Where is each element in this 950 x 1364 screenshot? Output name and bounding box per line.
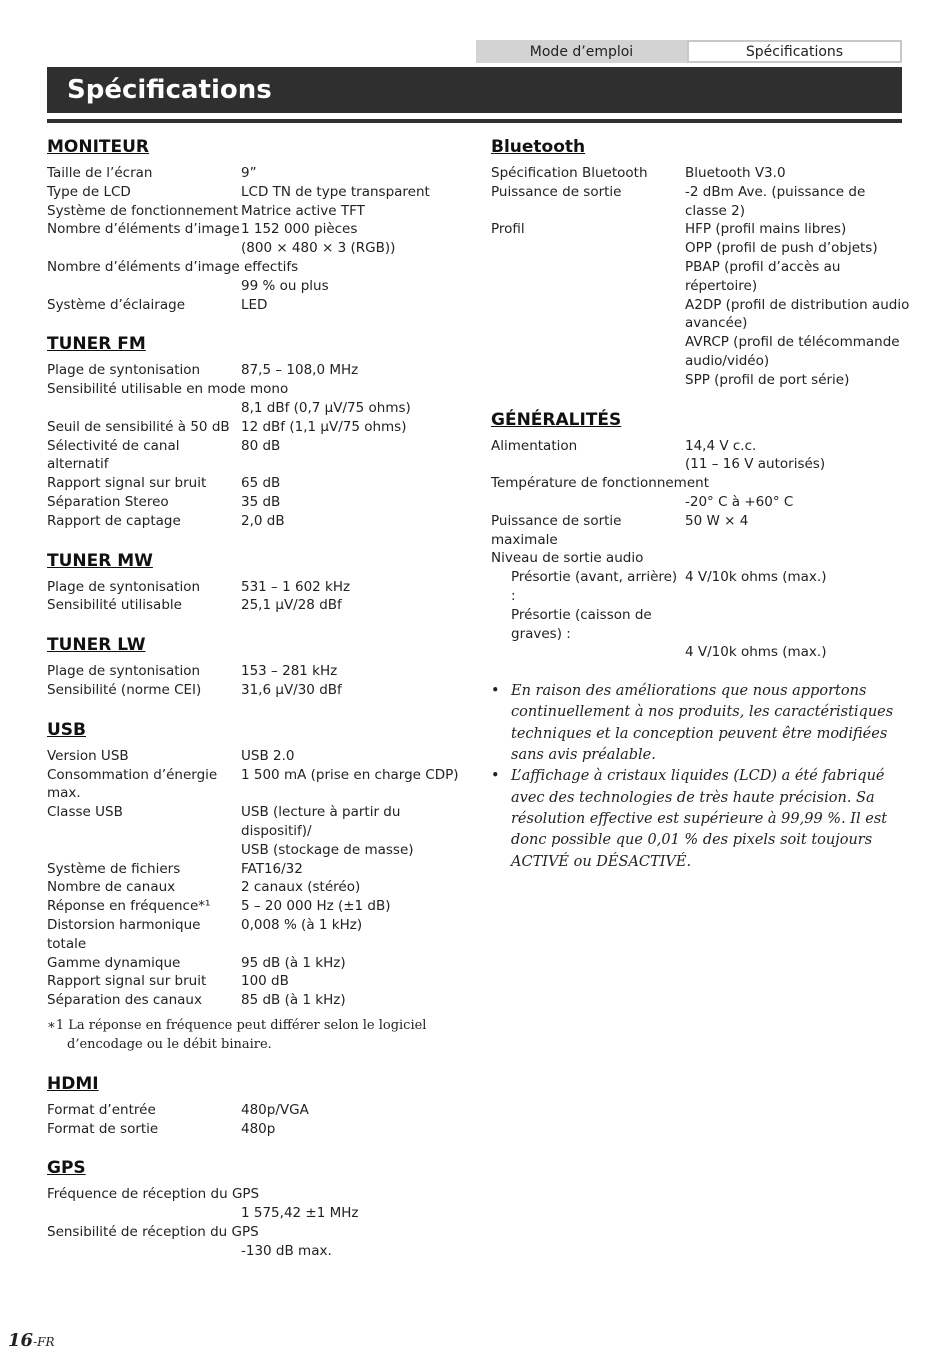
spec-label: Alimentation bbox=[491, 437, 578, 454]
spec-label bbox=[491, 493, 685, 512]
spec-value: 25,1 μV/28 dBf bbox=[241, 597, 342, 614]
section-usb bbox=[47, 719, 467, 1054]
spec-row bbox=[47, 596, 467, 615]
spec-label: Sélectivité de canal alternatif bbox=[47, 437, 180, 473]
spec-value: -20° C à +60° C bbox=[685, 493, 794, 510]
spec-label: Sensibilité utilisable en mode mono bbox=[47, 381, 289, 398]
spec-row bbox=[47, 841, 467, 860]
spec-value: 4 V/10k ohms (max.) bbox=[685, 569, 827, 586]
spec-value: USB 2.0 bbox=[241, 747, 295, 764]
spec-value: 1 152 000 pièces bbox=[241, 221, 358, 238]
spec-label: Profil bbox=[491, 221, 525, 238]
spec-row bbox=[47, 1185, 467, 1204]
spec-row bbox=[491, 493, 911, 512]
notes-list bbox=[491, 681, 911, 873]
spec-value bbox=[643, 549, 911, 568]
spec-value: 5 – 20 000 Hz (±1 dB) bbox=[241, 898, 391, 915]
right-column bbox=[491, 136, 911, 873]
spec-row bbox=[47, 183, 467, 202]
spec-label: Plage de syntonisation bbox=[47, 578, 201, 595]
spec-label: Taille de l’écran bbox=[47, 165, 153, 181]
spec-label: Niveau de sortie audio bbox=[491, 550, 644, 567]
spec-value: AVRCP (profil de télécommande bbox=[685, 334, 900, 351]
spec-row bbox=[47, 164, 467, 183]
spec-row bbox=[47, 1120, 467, 1139]
spec-label: Rapport de captage bbox=[47, 512, 181, 529]
header-tabs bbox=[476, 40, 902, 63]
tab-specifications: Spécifications bbox=[687, 40, 902, 63]
spec-value bbox=[709, 474, 911, 493]
spec-row bbox=[491, 258, 911, 296]
spec-value: 4 V/10k ohms (max.) bbox=[685, 644, 827, 661]
spec-label bbox=[491, 333, 685, 352]
spec-value: SPP (profil de port série) bbox=[685, 371, 850, 388]
spec-label: Classe USB bbox=[47, 804, 123, 821]
spec-row bbox=[47, 1223, 467, 1242]
page-title: Spécifications bbox=[67, 75, 272, 105]
spec-row bbox=[491, 183, 911, 221]
spec-row bbox=[491, 606, 911, 644]
spec-label: Nombre d’éléments d’image bbox=[47, 221, 240, 238]
spec-row bbox=[47, 1204, 467, 1223]
spec-value: 1 575,42 ±1 MHz bbox=[241, 1205, 359, 1222]
section-bluetooth bbox=[491, 136, 911, 390]
spec-label: Température de fonctionnement bbox=[491, 475, 709, 492]
spec-value: audio/vidéo) bbox=[685, 352, 770, 369]
spec-label: Spécification Bluetooth bbox=[491, 165, 648, 181]
spec-label: Séparation Stereo bbox=[47, 493, 169, 510]
spec-row bbox=[491, 314, 911, 333]
spec-label bbox=[47, 277, 241, 296]
spec-label bbox=[491, 352, 685, 371]
spec-value: USB (lecture à partir du dispositif)/ bbox=[241, 804, 401, 839]
spec-row bbox=[47, 361, 467, 380]
spec-value: 480p bbox=[241, 1120, 276, 1137]
spec-row bbox=[47, 662, 467, 681]
spec-value: A2DP (profil de distribution audio bbox=[685, 296, 910, 313]
spec-row bbox=[47, 220, 467, 239]
spec-label: Réponse en fréquence*¹ bbox=[47, 898, 211, 915]
section-gps bbox=[47, 1157, 467, 1260]
bullet-icon: • bbox=[491, 683, 500, 700]
spec-row bbox=[491, 643, 911, 662]
spec-row bbox=[47, 803, 467, 841]
spec-value: PBAP (profil d’accès au répertoire) bbox=[685, 258, 841, 294]
spec-row bbox=[47, 512, 467, 531]
spec-value: 99 % ou plus bbox=[241, 277, 329, 294]
section-tuner-lw bbox=[47, 634, 467, 700]
section-heading: GÉNÉRALITÉS bbox=[491, 409, 622, 430]
spec-value: 2,0 dB bbox=[241, 512, 285, 529]
spec-label: Sensibilité (norme CEI) bbox=[47, 681, 202, 698]
spec-row bbox=[491, 164, 911, 183]
spec-row bbox=[47, 681, 467, 700]
spec-value: 0,008 % (à 1 kHz) bbox=[241, 916, 363, 933]
spec-label: Fréquence de réception du GPS bbox=[47, 1186, 260, 1203]
footnote: ∗1 La réponse en fréquence peut différer selon le logiciel d’encodage ou le débit binaire. bbox=[47, 1017, 427, 1052]
spec-value: 31,6 μV/30 dBf bbox=[241, 681, 342, 698]
spec-value: OPP (profil de push d’objets) bbox=[685, 240, 878, 257]
section-heading: Bluetooth bbox=[491, 137, 586, 157]
note-text: L’affichage à cristaux liquides (LCD) a été fabriqué avec des technologies de très haute précision. Sa résolution effective est supérieure à 99,99 %. Il est donc possible que 0,01 % des pixels soit toujours ACTIVÉ ou DÉSACTIVÉ. bbox=[511, 768, 888, 870]
section-heading: GPS bbox=[47, 1158, 86, 1179]
spec-row bbox=[47, 897, 467, 916]
spec-label bbox=[491, 296, 685, 315]
spec-row bbox=[47, 991, 467, 1010]
spec-value: (11 – 16 V autorisés) bbox=[685, 456, 826, 473]
spec-row bbox=[491, 512, 911, 550]
spec-label: Nombre d’éléments d’image effectifs bbox=[47, 258, 299, 275]
spec-value: HFP (profil mains libres) bbox=[685, 221, 847, 238]
page-number-suffix: -FR bbox=[33, 1335, 55, 1349]
spec-label bbox=[491, 371, 685, 390]
spec-label: Présortie (caisson de graves) : bbox=[511, 606, 652, 642]
section-heading: TUNER LW bbox=[47, 635, 146, 656]
spec-row bbox=[491, 371, 911, 390]
spec-value: Matrice active TFT bbox=[241, 202, 365, 219]
spec-label: Distorsion harmonique totale bbox=[47, 916, 201, 952]
spec-value: avancée) bbox=[685, 315, 748, 332]
spec-value: 65 dB bbox=[241, 475, 281, 492]
spec-row bbox=[47, 493, 467, 512]
spec-label: Format d’entrée bbox=[47, 1101, 156, 1118]
spec-value bbox=[259, 1223, 467, 1242]
note-text: En raison des améliorations que nous apportons continuellement à nos produits, les caractéristiques techniques et la conception peuvent être modifiées sans avis préalable. bbox=[511, 683, 894, 764]
section-hdmi bbox=[47, 1073, 467, 1139]
spec-value: 480p/VGA bbox=[241, 1101, 309, 1118]
spec-label bbox=[47, 841, 241, 860]
bullet-icon: • bbox=[491, 768, 500, 785]
spec-row bbox=[47, 972, 467, 991]
spec-value: 1 500 mA (prise en charge CDP) bbox=[241, 766, 459, 783]
spec-label: Rapport signal sur bruit bbox=[47, 973, 207, 990]
spec-row bbox=[47, 747, 467, 766]
spec-label bbox=[491, 314, 685, 333]
spec-value bbox=[298, 258, 467, 277]
section-heading: MONITEUR bbox=[47, 137, 150, 157]
spec-label: Puissance de sortie maximale bbox=[491, 512, 622, 548]
section-heading: USB bbox=[47, 719, 87, 740]
spec-row bbox=[47, 474, 467, 493]
spec-label: Consommation d’énergie max. bbox=[47, 766, 218, 802]
spec-value: (800 × 480 × 3 (RGB)) bbox=[241, 240, 396, 257]
spec-label bbox=[47, 1204, 241, 1223]
section-tuner-mw bbox=[47, 550, 467, 616]
note-item bbox=[491, 766, 911, 872]
spec-value: 35 dB bbox=[241, 493, 281, 510]
spec-row bbox=[47, 1242, 467, 1261]
spec-value: -2 dBm Ave. (puissance de classe 2) bbox=[685, 183, 866, 219]
spec-label: Système de fonctionnement bbox=[47, 202, 239, 219]
spec-value: 100 dB bbox=[241, 973, 289, 990]
spec-label: Système de fichiers bbox=[47, 860, 181, 877]
spec-row bbox=[491, 437, 911, 456]
spec-row bbox=[491, 352, 911, 371]
spec-label: Format de sortie bbox=[47, 1120, 159, 1137]
section-moniteur bbox=[47, 136, 467, 314]
spec-value: LCD TN de type transparent bbox=[241, 183, 430, 200]
spec-row bbox=[47, 418, 467, 437]
spec-label: Présortie (avant, arrière) : bbox=[511, 569, 678, 604]
spec-row bbox=[47, 258, 467, 277]
spec-row bbox=[47, 277, 467, 296]
spec-value: Bluetooth V3.0 bbox=[685, 165, 786, 181]
spec-label bbox=[491, 643, 685, 662]
spec-value bbox=[685, 606, 911, 644]
spec-value: 153 – 281 kHz bbox=[241, 663, 338, 680]
spec-row bbox=[491, 474, 911, 493]
spec-label bbox=[491, 258, 685, 296]
spec-value: 2 canaux (stéréo) bbox=[241, 879, 361, 896]
spec-row bbox=[47, 239, 467, 258]
spec-label: Sensibilité utilisable bbox=[47, 597, 182, 614]
spec-row bbox=[47, 202, 467, 221]
spec-row bbox=[47, 296, 467, 315]
spec-value bbox=[259, 1185, 467, 1204]
spec-label bbox=[47, 239, 241, 258]
spec-label: Gamme dynamique bbox=[47, 954, 181, 971]
page-number bbox=[8, 1330, 54, 1351]
left-column bbox=[47, 136, 467, 1280]
spec-row bbox=[491, 549, 911, 568]
spec-label bbox=[47, 1242, 241, 1261]
spec-label: Séparation des canaux bbox=[47, 992, 202, 1009]
spec-value: 87,5 – 108,0 MHz bbox=[241, 362, 359, 379]
spec-label bbox=[491, 455, 685, 474]
spec-value: 80 dB bbox=[241, 437, 281, 454]
title-banner bbox=[47, 67, 902, 119]
spec-label: Sensibilité de réception du GPS bbox=[47, 1224, 259, 1241]
spec-row bbox=[47, 860, 467, 879]
section-heading: TUNER MW bbox=[47, 550, 153, 571]
spec-value: 12 dBf (1,1 μV/75 ohms) bbox=[241, 418, 407, 435]
spec-label: Type de LCD bbox=[47, 183, 131, 200]
section-heading: TUNER FM bbox=[47, 334, 146, 355]
spec-label: Système d’éclairage bbox=[47, 296, 185, 313]
spec-label: Nombre de canaux bbox=[47, 879, 176, 896]
spec-row bbox=[47, 1101, 467, 1120]
spec-row bbox=[491, 568, 911, 606]
spec-label bbox=[491, 239, 685, 258]
spec-label: Plage de syntonisation bbox=[47, 362, 201, 379]
spec-row bbox=[47, 399, 467, 418]
spec-value: 9” bbox=[241, 165, 257, 181]
spec-row bbox=[491, 296, 911, 315]
spec-row bbox=[491, 455, 911, 474]
spec-value: 85 dB (à 1 kHz) bbox=[241, 992, 346, 1009]
spec-label: Rapport signal sur bruit bbox=[47, 475, 207, 492]
section-heading: HDMI bbox=[47, 1073, 99, 1094]
spec-value: LED bbox=[241, 296, 268, 313]
spec-value: 14,4 V c.c. bbox=[685, 437, 757, 454]
spec-label bbox=[47, 399, 241, 418]
spec-row bbox=[47, 380, 467, 399]
spec-row bbox=[491, 333, 911, 352]
spec-value: 8,1 dBf (0,7 μV/75 ohms) bbox=[241, 399, 411, 416]
spec-row bbox=[47, 578, 467, 597]
spec-value: -130 dB max. bbox=[241, 1242, 332, 1259]
spec-label: Seuil de sensibilité à 50 dB bbox=[47, 418, 230, 435]
spec-value: 531 – 1 602 kHz bbox=[241, 578, 351, 595]
spec-row bbox=[47, 766, 467, 804]
tab-mode-emploi: Mode d’emploi bbox=[476, 40, 687, 63]
spec-value: FAT16/32 bbox=[241, 860, 303, 877]
spec-value: USB (stockage de masse) bbox=[241, 841, 414, 858]
note-item bbox=[491, 681, 911, 766]
section-generalites bbox=[491, 409, 911, 663]
spec-value: 50 W × 4 bbox=[685, 512, 749, 529]
spec-label: Plage de syntonisation bbox=[47, 663, 201, 680]
spec-row bbox=[47, 437, 467, 475]
spec-row bbox=[491, 220, 911, 239]
spec-row bbox=[47, 878, 467, 897]
section-tuner-fm bbox=[47, 333, 467, 530]
spec-label: Version USB bbox=[47, 747, 129, 764]
page-number-value: 16 bbox=[8, 1330, 34, 1351]
spec-label: Puissance de sortie bbox=[491, 183, 622, 200]
spec-row bbox=[491, 239, 911, 258]
spec-row bbox=[47, 954, 467, 973]
spec-row bbox=[47, 916, 467, 954]
spec-value bbox=[288, 380, 467, 399]
spec-value: 95 dB (à 1 kHz) bbox=[241, 954, 346, 971]
